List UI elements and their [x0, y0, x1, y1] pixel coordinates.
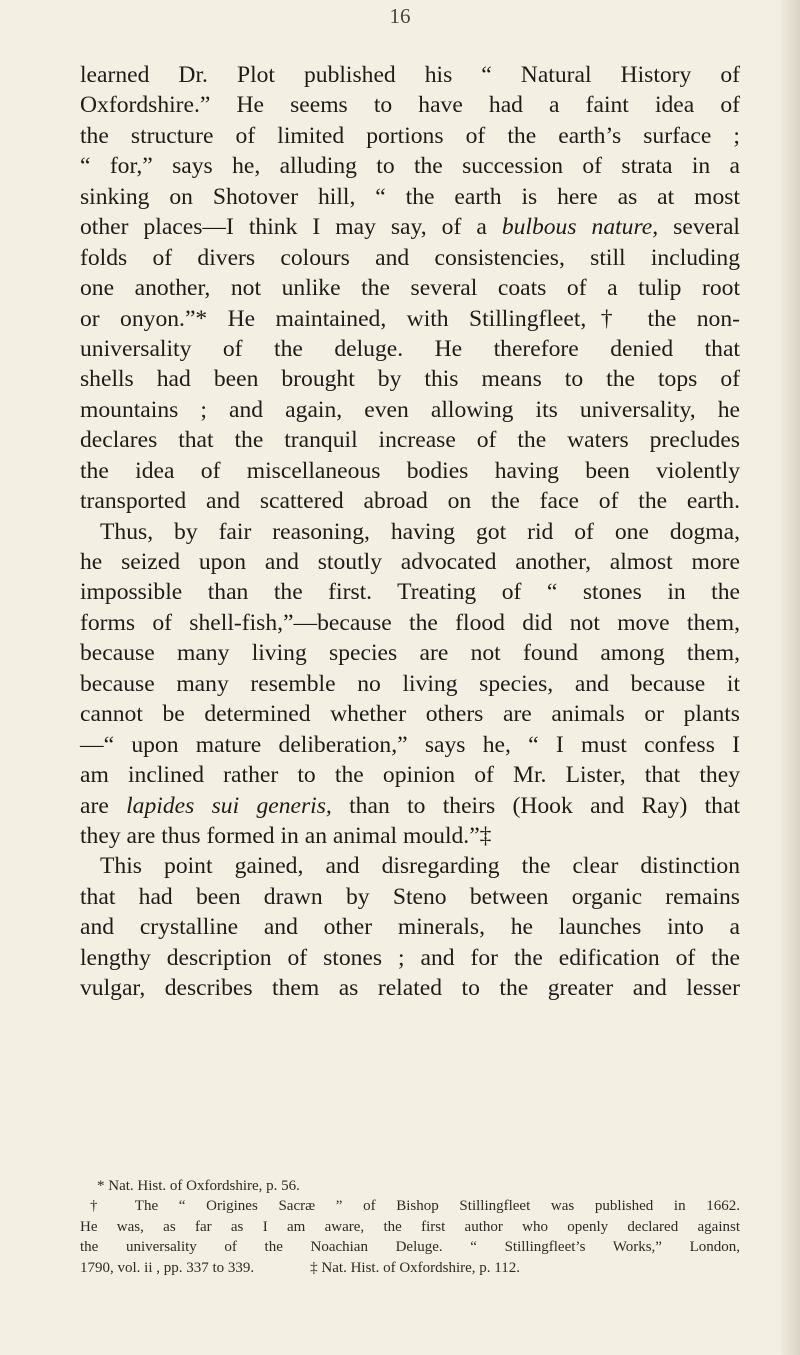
text-line: am inclined rather to the opinion of Mr. Lister, that they	[80, 762, 740, 789]
text-line: mountains ; and again, even allowing its universality, he	[80, 396, 740, 423]
text-line: one another, not unlike the several coats of a tulip root	[80, 275, 740, 302]
text-line: the idea of miscellaneous bodies having been violently	[80, 457, 740, 484]
text-line: forms of shell-fish,”—because the flood did not move them,	[80, 609, 740, 636]
text-line: universality of the deluge. He therefore denied that	[80, 335, 740, 362]
page-number: 16	[389, 4, 411, 28]
text-line: sinking on Shotover hill, “ the earth is here as at most	[80, 183, 740, 210]
text-line: he seized upon and stoutly advocated another, almost more	[80, 549, 740, 575]
text-line	[80, 791, 740, 821]
footnote-line	[80, 1258, 740, 1278]
body-text	[80, 60, 740, 1004]
text-line: folds of divers colours and consistencies, still including	[80, 244, 740, 271]
text-line: vulgar, describes them as related to the greater and lesser	[80, 975, 740, 1002]
footnote-line: the universality of the Noachian Deluge. “ Stillingfleet’s Works,” London,	[80, 1239, 740, 1256]
text-line: —“ upon mature deliberation,” says he, “ I must confess I	[80, 731, 740, 758]
text-line: transported and scattered abroad on the face of the earth.	[80, 488, 740, 515]
text-line: because many living species are not found among them,	[80, 640, 740, 667]
text-line: Thus, by fair reasoning, having got rid of one dogma,	[100, 518, 740, 545]
text-line: lengthy description of stones ; and for the edification of the	[80, 944, 740, 971]
text-line: that had been drawn by Steno between organic remains	[80, 883, 740, 910]
footnote-line: † The “ Origines Sacræ ” of Bishop Stillingfleet was published in 1662.	[90, 1198, 740, 1215]
text-segment: than to theirs (Hook and Ray) that	[331, 792, 741, 819]
text-line: impossible than the first. Treating of “ stones in the	[80, 579, 740, 606]
text-line: declares that the tranquil increase of the waters precludes	[80, 427, 740, 454]
text-line: cannot be determined whether others are animals or plants	[80, 701, 740, 728]
footnote-segment: ‡ Nat. Hist. of Oxfordshire, p. 112.	[310, 1259, 521, 1276]
text-line: and crystalline and other minerals, he launches into a	[80, 914, 740, 941]
footnote-line: He was, as far as I am aware, the first author who openly declared against	[80, 1218, 740, 1235]
text-line: “ for,” says he, alluding to the succession of strata in a	[80, 153, 740, 180]
text-segment: several	[658, 214, 740, 241]
text-line: they are thus formed in an animal mould.”‡	[80, 822, 492, 849]
text-line: or onyon.”* He maintained, with Stillingfleet,† the non-	[80, 305, 740, 332]
text-line: shells had been brought by this means to the tops of	[80, 366, 740, 393]
text-line: the structure of limited portions of the earth’s surface ;	[80, 122, 740, 149]
page-edge-shadow	[778, 0, 800, 1355]
text-line: learned Dr. Plot published his “ Natural History of	[80, 62, 740, 88]
footnote-segment: 1790, vol. ii , pp. 337 to 339.	[80, 1259, 255, 1276]
footnote-line: * Nat. Hist. of Oxfordshire, p. 56.	[97, 1178, 300, 1194]
italic-phrase: bulbous nature,	[501, 214, 659, 241]
text-line: Oxfordshire.” He seems to have had a faint idea of	[80, 92, 740, 119]
text-line: This point gained, and disregarding the clear distinction	[100, 853, 740, 880]
text-segment: other places—I think I may say, of a	[80, 214, 502, 241]
italic-phrase: lapides sui generis,	[126, 792, 332, 819]
text-line	[80, 212, 740, 242]
footnotes	[80, 1176, 740, 1278]
text-segment: are	[80, 792, 127, 819]
text-line: because many resemble no living species, and because it	[80, 670, 740, 697]
